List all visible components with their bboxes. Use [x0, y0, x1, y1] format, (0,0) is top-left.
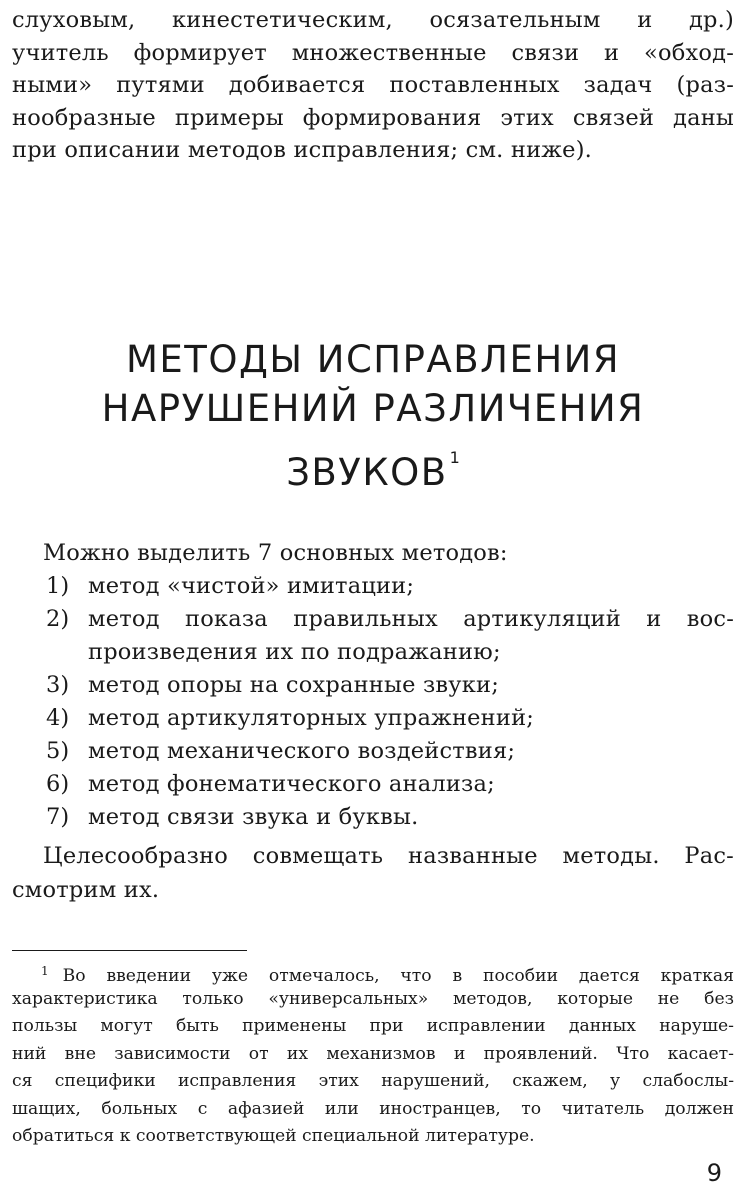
heading-line-last — [12, 433, 734, 497]
list-item-text: метод опоры на сохранные звуки; — [88, 672, 499, 698]
footnote-mark: 1 — [41, 964, 49, 978]
footnote-line: пользы могут быть применены при исправлении данных наруше- — [12, 1016, 734, 1036]
list-item-text: метод артикуляторных упражнений; — [88, 705, 535, 731]
footnote-line-first — [12, 958, 734, 986]
list-item — [12, 702, 734, 735]
summary-line: Целесообразно совмещать названные методы. Рас- — [43, 843, 734, 869]
footnote-line: ся специфики исправления этих нарушений, скажем, у слабослы- — [12, 1071, 734, 1091]
list-item — [12, 768, 734, 801]
intro-line: учитель формирует множественные связи и «обход- — [12, 39, 734, 66]
intro-line: при описании методов исправления; см. ниже). — [12, 137, 593, 163]
list-item-text: метод фонематического анализа; — [88, 771, 495, 797]
footnote-line: обратиться к соответствующей специальной литературе. — [12, 1126, 535, 1146]
heading-line: МЕТОДЫ ИСПРАВЛЕНИЯ — [125, 337, 621, 381]
intro-line: нообразные примеры формирования этих связей даны — [12, 104, 734, 131]
book-page — [12, 0, 734, 1200]
heading-line: НАРУШЕНИЙ РАЗЛИЧЕНИЯ — [101, 386, 645, 430]
intro-line: ными» путями добивается поставленных задач (раз- — [12, 72, 734, 98]
footnote-line: ний вне зависимости от их механизмов и проявлений. Что касает- — [12, 1043, 734, 1064]
methods-list — [12, 570, 734, 834]
list-item — [12, 801, 734, 834]
footnote-line: шащих, больных с афазией или иностранцев, то читатель должен — [12, 1098, 734, 1119]
list-item-number: 1) — [46, 573, 70, 599]
summary-line: смотрим их. — [12, 877, 160, 903]
list-item-text: произведения их по подражанию; — [88, 639, 501, 665]
footnote-reference[interactable]: 1 — [449, 447, 460, 467]
footnote-divider — [12, 950, 247, 951]
list-item-text: метод показа правильных артикуляций и вос- — [88, 606, 734, 632]
summary-paragraph — [12, 839, 734, 907]
list-item-number: 3) — [46, 672, 70, 698]
list-item-number: 4) — [46, 705, 70, 731]
list-item — [12, 603, 734, 669]
list-item-text: метод связи звука и буквы. — [88, 804, 419, 830]
list-item-number: 7) — [46, 804, 70, 830]
section-heading — [12, 335, 734, 497]
list-item-number: 2) — [46, 606, 70, 632]
intro-line: слуховым, кинестетическим, осязательным и др.) — [12, 7, 734, 33]
list-item — [12, 735, 734, 768]
methods-lead: Можно выделить 7 основных методов: — [43, 540, 508, 566]
page-number: 9 — [706, 1159, 722, 1187]
list-item — [12, 669, 734, 702]
list-item-number: 6) — [46, 771, 70, 797]
methods-section — [12, 537, 734, 907]
intro-paragraph — [12, 4, 734, 167]
list-item-text: метод «чистой» имитации; — [88, 573, 415, 599]
list-item-text: метод механического воздействия; — [88, 738, 516, 764]
list-item — [12, 570, 734, 603]
footnote — [12, 958, 734, 1151]
footnote-text: Во введении уже отмечалось, что в пособии дается краткая — [62, 966, 734, 986]
heading-line-text: ЗВУКОВ — [286, 450, 448, 494]
footnote-line: характеристика только «универсальных» методов, которые не без — [12, 988, 734, 1009]
list-item-number: 5) — [46, 738, 70, 764]
